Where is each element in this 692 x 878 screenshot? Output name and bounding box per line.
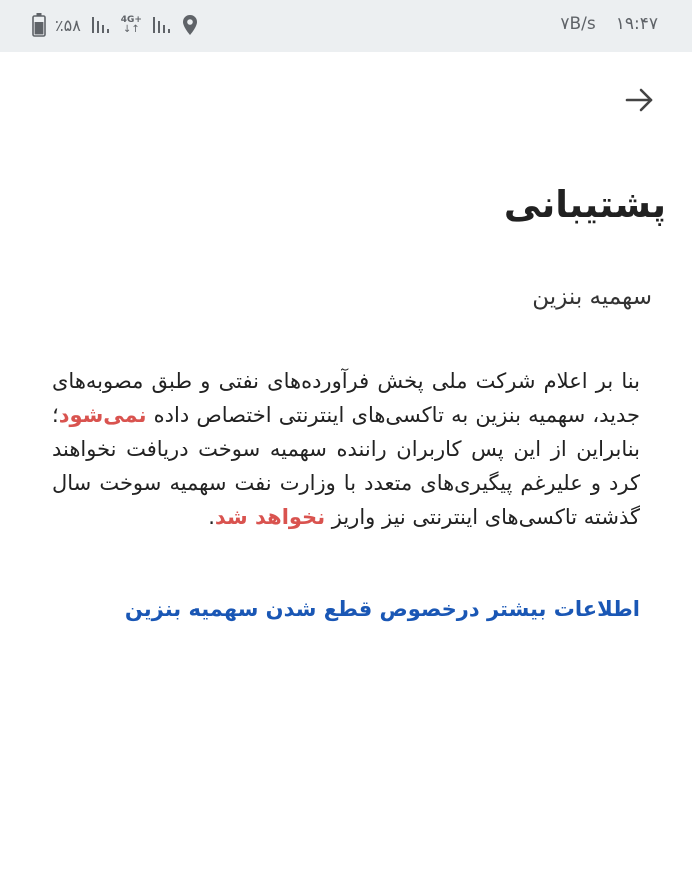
signal-icon (90, 15, 112, 35)
status-bar (0, 0, 692, 52)
status-left (32, 13, 198, 37)
more-info-link[interactable]: اطلاعات بیشتر درخصوص قطع شدن سهمیه بنزین (124, 597, 640, 621)
battery-percent: ٪۵۸ (55, 15, 81, 35)
clock: ۱۹:۴۷ (615, 14, 658, 34)
page-title: پشتیبانی (503, 183, 666, 226)
signal-icon-2 (151, 15, 173, 35)
highlight-text: نمی‌شود (58, 403, 147, 427)
status-right (560, 14, 658, 34)
network-speed: ۷B/s (560, 14, 596, 34)
arrow-right-icon[interactable] (624, 84, 656, 116)
body-text-part: ؛ بنابراین از این پس کاربران راننده سهمیه سوخت دریافت نخواهند کرد و علیرغم پیگیری‌های متعدد با وزارت نفت سهمیه سوخت سال گذشته تاکسی‌های اینترنتی نیز واریز (52, 403, 640, 529)
body-text-part: . (208, 505, 215, 529)
highlight-text: نخواهد شد (214, 505, 326, 529)
network-arrows-icon: ↓↑ (123, 23, 140, 35)
page-subtitle: سهمیه بنزین (532, 284, 652, 310)
network-indicator (121, 16, 142, 35)
body-text-part: بنا بر اعلام شرکت ملی پخش فرآورده‌های نفتی و طبق مصوبه‌های جدید، سهمیه بنزین به تاکسی‌های اینترنتی اختصاص داده (52, 369, 640, 427)
body-text (52, 364, 640, 534)
battery-icon (32, 13, 46, 37)
network-type: 4G+ (120, 14, 142, 25)
location-icon (182, 14, 198, 36)
